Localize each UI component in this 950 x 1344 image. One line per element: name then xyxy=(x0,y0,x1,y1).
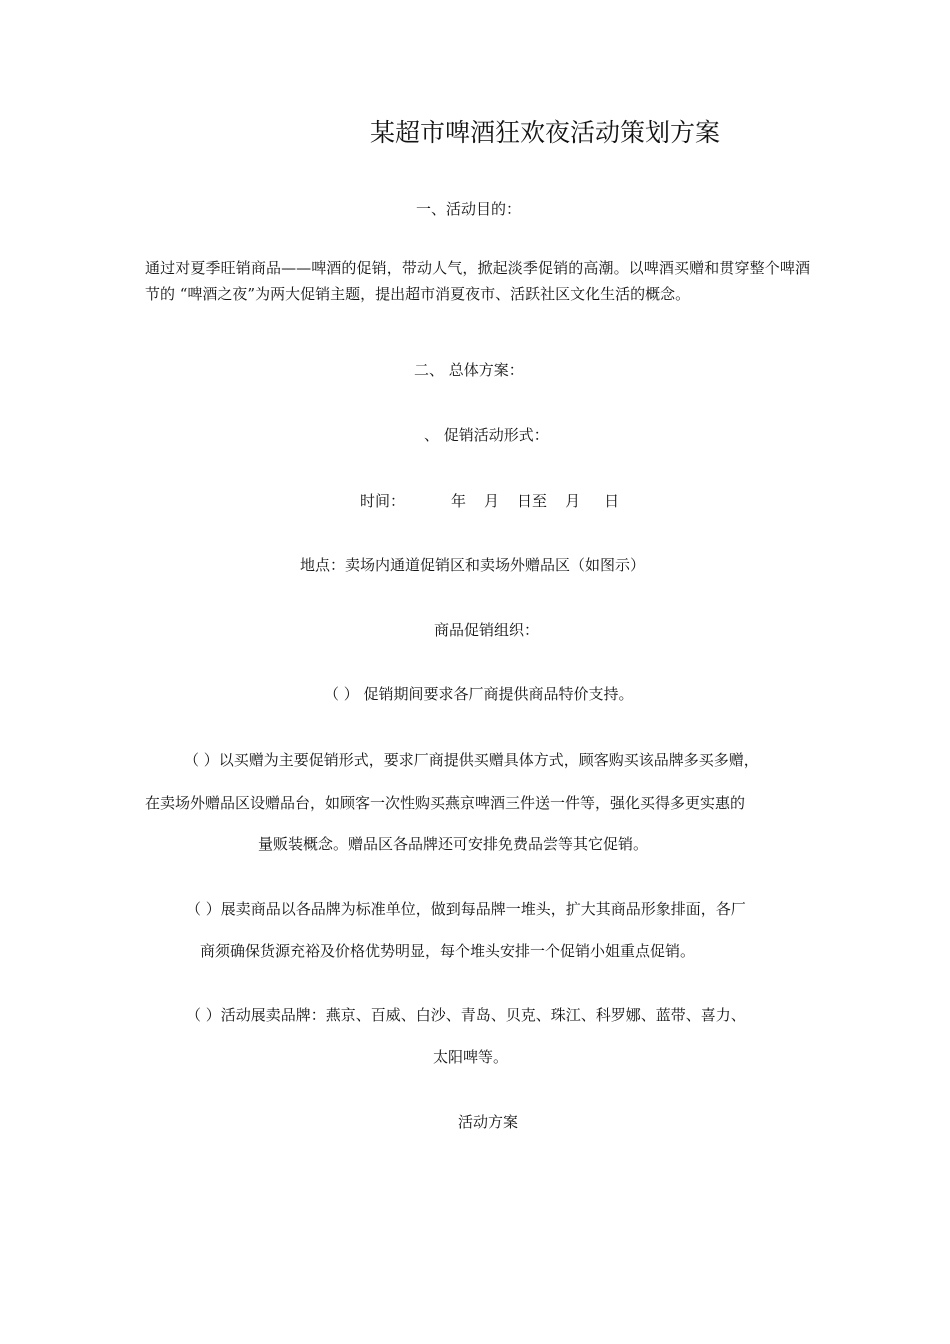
item-4-line-2: 太阳啤等。 xyxy=(433,1048,509,1066)
section1-body: 通过对夏季旺销商品——啤酒的促销，带动人气，掀起淡季促销的高潮。以啤酒买赠和贯穿整个啤酒节的 “啤酒之夜”为两大促销主题，提出超市消夏夜市、活跃社区文化生活的概念。 xyxy=(145,259,810,303)
time-label: 时间： xyxy=(360,492,406,510)
item-2-line-3: 量贩装概念。赠品区各品牌还可安排免费品尝等其它促销。 xyxy=(258,835,649,853)
time-month1: 月 xyxy=(484,492,500,510)
location-line: 地点：卖场内通道促销区和卖场外赠品区（如图示） xyxy=(300,556,646,574)
item-3-line-2: 商须确保货源充裕及价格优势明显，每个堆头安排一个促销小姐重点促销。 xyxy=(200,942,696,960)
activity-heading: 活动方案 xyxy=(458,1113,519,1131)
time-day-to: 日至 xyxy=(517,492,548,510)
section2-heading: 二、 总体方案： xyxy=(414,361,524,379)
item-2-line-2: 在卖场外赠品区设赠品台，如顾客一次性购买燕京啤酒三件送一件等，强化买得多更实惠的 xyxy=(145,794,746,812)
item-4-line-1: （ ）活动展卖品牌：燕京、百威、白沙、青岛、贝克、珠江、科罗娜、蓝带、喜力、 xyxy=(186,1006,746,1024)
subsection-heading: 、 促销活动形式： xyxy=(424,426,549,444)
org-heading: 商品促销组织： xyxy=(434,621,540,639)
item-1: （ ） 促销期间要求各厂商提供商品特价支持。 xyxy=(324,685,634,703)
time-year: 年 xyxy=(451,492,467,510)
section1-heading: 一、活动目的： xyxy=(416,200,522,218)
document-title: 某超市啤酒狂欢夜活动策划方案 xyxy=(370,118,721,147)
time-row xyxy=(360,491,619,511)
time-month2: 月 xyxy=(565,492,581,510)
item-2-line-1: （ ）以买赠为主要促销形式，要求厂商提供买赠具体方式，顾客购买该品牌多买多赠， xyxy=(184,751,759,769)
item-3-line-1: （ ）展卖商品以各品牌为标准单位，做到每品牌一堆头，扩大其商品形象排面，各厂 xyxy=(186,900,746,918)
time-day2: 日 xyxy=(604,492,620,510)
